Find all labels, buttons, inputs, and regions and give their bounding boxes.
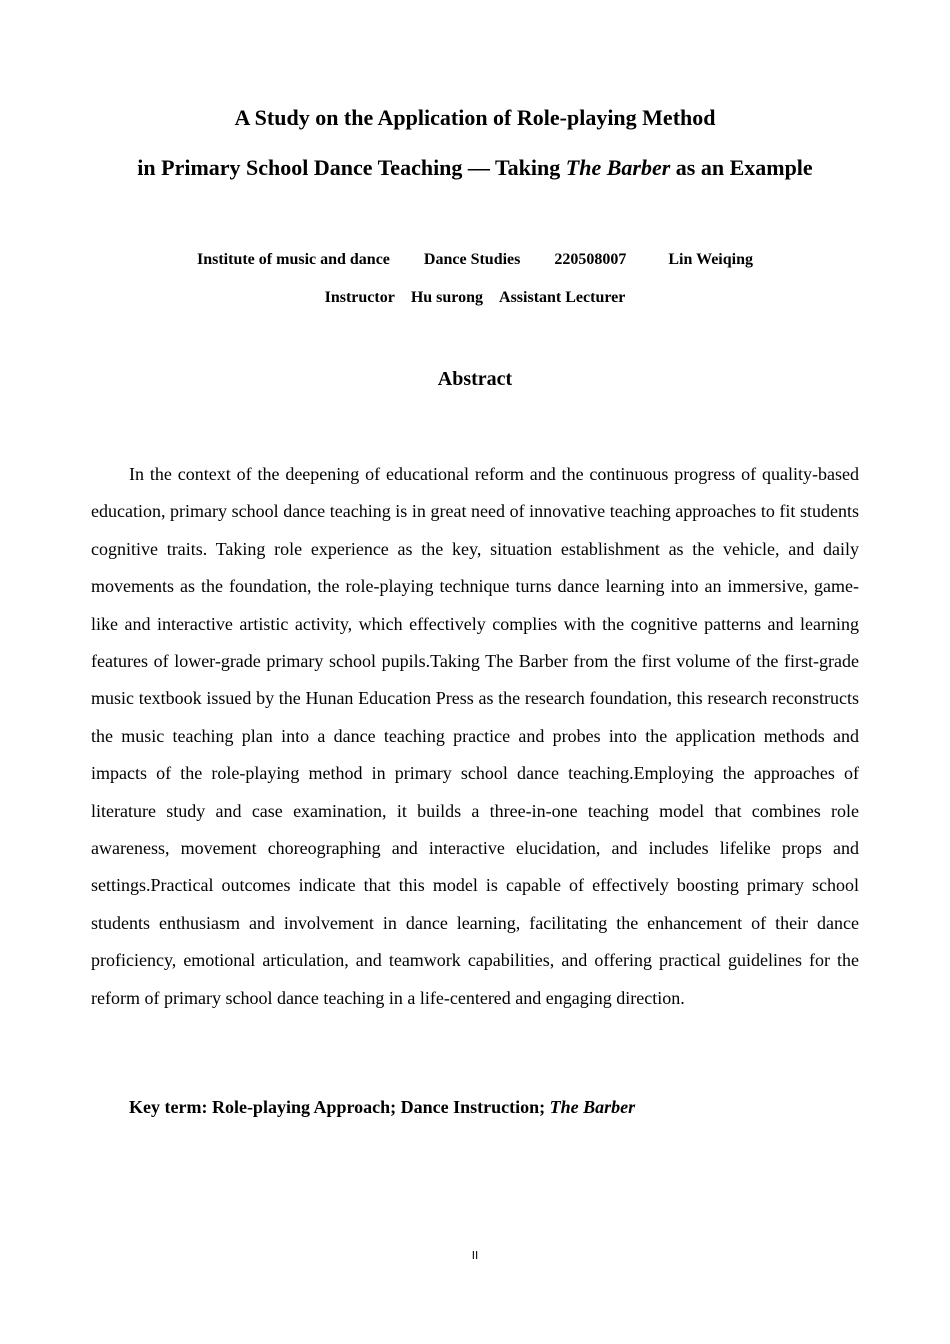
instructor-name: Hu surong (410, 289, 484, 306)
title-italic-work: The Barber (565, 155, 671, 180)
title-suffix: as an Example (670, 155, 813, 180)
paper-title-line-1: A Study on the Application of Role-playing Method (234, 105, 716, 130)
author-name: Lin Weiqing (668, 251, 753, 268)
instructor-label: Instructor (324, 289, 395, 306)
page-number: II (471, 1249, 479, 1262)
abstract-body: In the context of the deepening of educational reform and the continuous progress of quality-based education, primary school dance teaching is in great need of innovative teaching approaches to fit students cognitive traits. Taking role experience as the key, situation establishment as the vehicle, and daily movements as the foundation, the role-playing technique turns dance learning into an immersive, game-like and interactive artistic activity, which effectively complies with the cognitive patterns and learning features of lower-grade primary school pupils.Taking The Barber from the first volume of the first-grade music textbook issued by the Hunan Education Press as the research foundation, this research reconstructs the music teaching plan into a dance teaching practice and probes into the application methods and impacts of the role-playing method in primary school dance teaching.Employing the approaches of literature study and case examination, it builds a three-in-one teaching model that combines role awareness, movement choreographing and interactive elucidation, and includes lifelike props and settings.Practical outcomes indicate that this model is capable of effectively boosting primary school students enthusiasm and involvement in dance learning, facilitating the enhancement of their dance proficiency, emotional articulation, and teamwork capabilities, and offering practical guidelines for the reform of primary school dance teaching in a life-centered and engaging direction. (91, 464, 859, 1008)
student-id: 220508007 (554, 251, 627, 268)
instructor-info-line (0, 287, 950, 309)
paper-title-line-2 (0, 153, 950, 183)
keywords-terms: Role-playing Approach; Dance Instruction; (211, 1097, 550, 1117)
title-prefix: in Primary School Dance Teaching — Taking (137, 155, 566, 180)
author-info-line (0, 249, 950, 271)
keywords-line (129, 1094, 635, 1120)
keywords-label: Key term: (129, 1097, 212, 1117)
institute: Institute of music and dance (197, 251, 390, 268)
abstract-heading: Abstract (437, 368, 513, 390)
keywords-italic-term: The Barber (549, 1097, 636, 1117)
major: Dance Studies (423, 251, 521, 268)
instructor-title: Assistant Lecturer (499, 289, 626, 306)
